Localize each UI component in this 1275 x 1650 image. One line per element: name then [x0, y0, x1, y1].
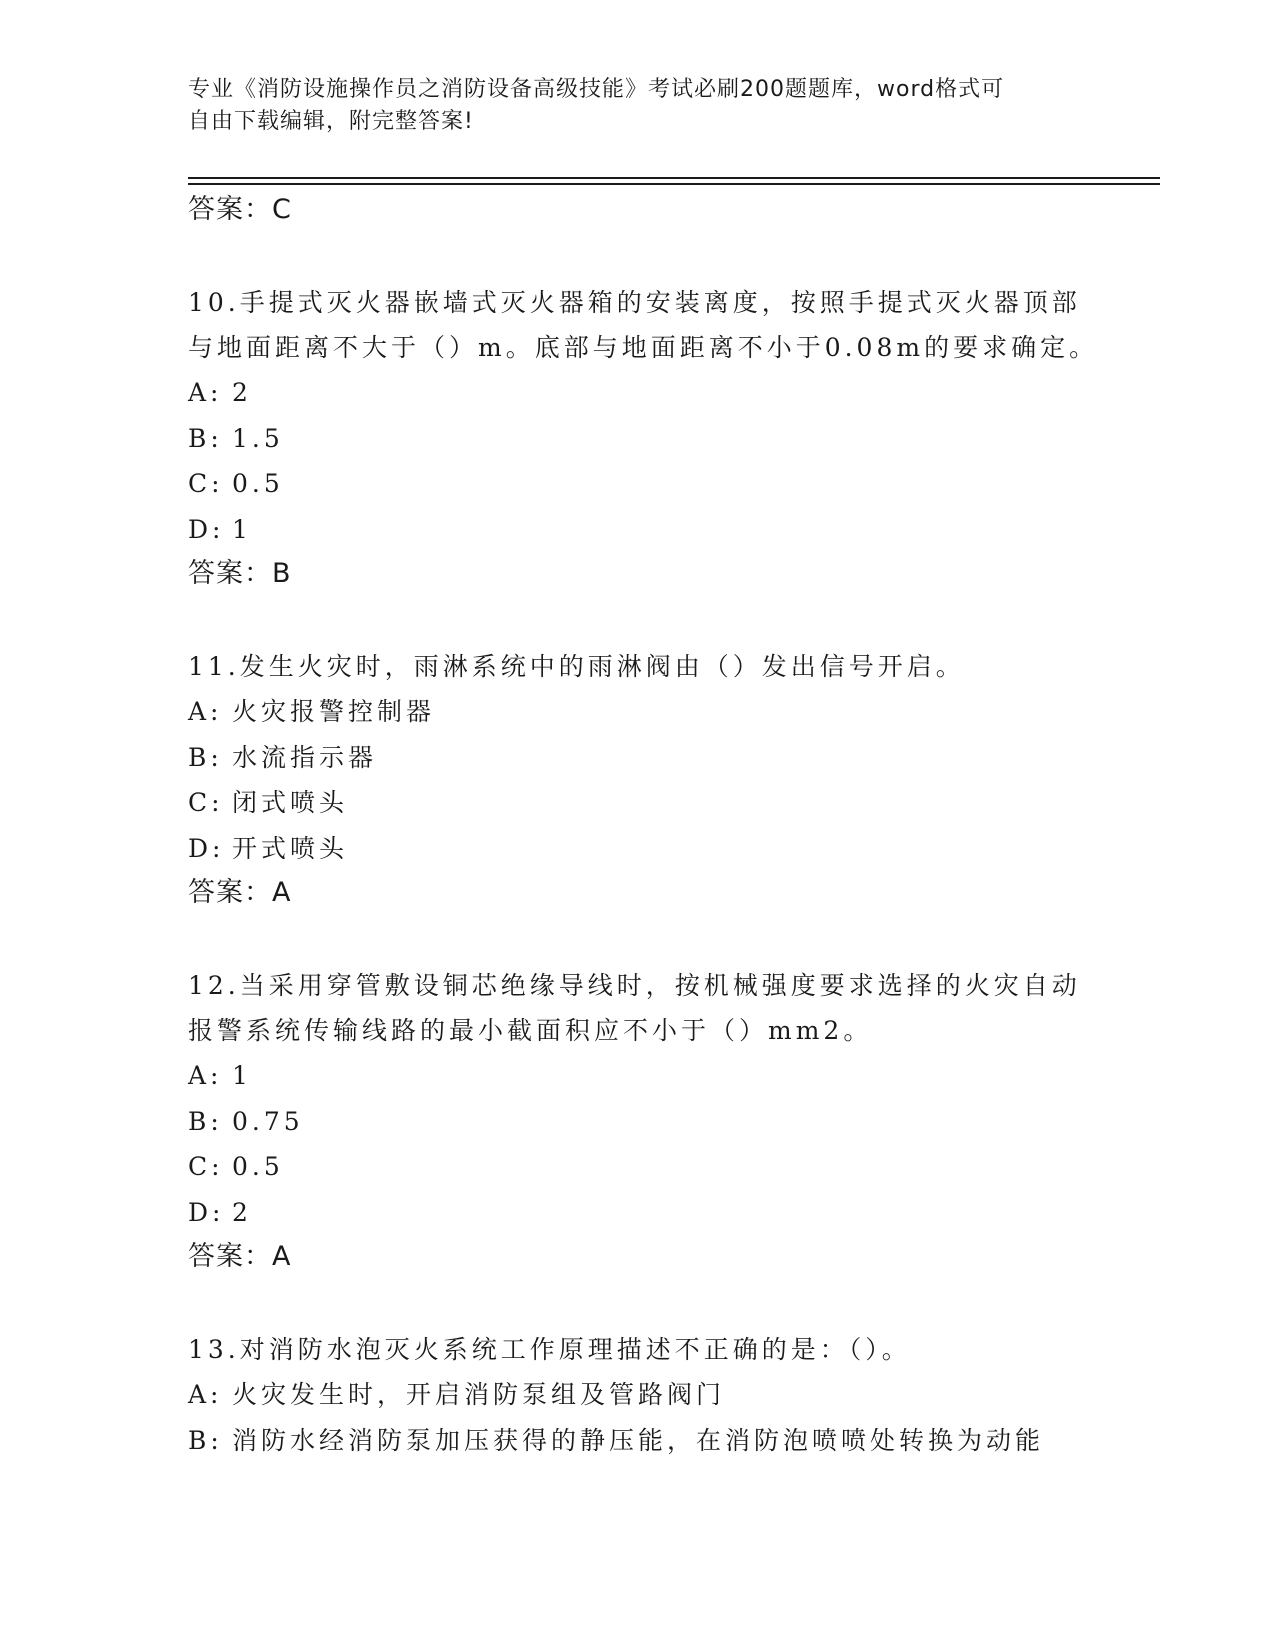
option-text: 2: [232, 378, 252, 407]
option-a: [188, 370, 1148, 416]
option-text: 火灾发生时，开启消防泵组及管路阀门: [232, 1380, 726, 1409]
option-key: A:: [188, 378, 223, 407]
option-b: [188, 735, 1148, 781]
option-text: 火灾报警控制器: [232, 697, 436, 726]
option-text: 1.5: [232, 423, 284, 453]
option-key: C:: [188, 469, 224, 498]
option-text: 1: [232, 1061, 252, 1090]
question-13: [188, 1327, 1148, 1463]
stem-line: 10.手提式灭火器嵌墙式灭火器箱的安装离度，按照手提式灭火器顶部: [188, 288, 1081, 317]
option-text: 0.5: [232, 1152, 284, 1181]
question-stem: [188, 963, 1148, 1053]
stem-line: 12.当采用穿管敷设铜芯绝缘导线时，按机械强度要求选择的火灾自动: [188, 971, 1081, 1000]
answer: 答案：A: [188, 1241, 292, 1272]
stem-line: 报警系统传输线路的最小截面积应不小于（）mm2。: [188, 1016, 873, 1045]
question-list: [188, 188, 1148, 1463]
option-key: D:: [188, 833, 225, 863]
option-key: B:: [188, 1425, 223, 1455]
option-key: A:: [188, 1061, 223, 1090]
header-divider-top: [188, 177, 1160, 179]
option-a: [188, 1053, 1148, 1099]
question-stem: [188, 644, 1148, 689]
option-c: [188, 780, 1148, 826]
option-b: [188, 1418, 1148, 1464]
option-key: A:: [188, 697, 223, 726]
option-text: 0.5: [232, 469, 284, 498]
option-key: D:: [188, 1197, 225, 1227]
option-key: C:: [188, 788, 224, 817]
option-text: 0.75: [232, 1106, 304, 1136]
header-divider-bottom: [188, 183, 1160, 185]
option-b: [188, 416, 1148, 462]
spacer: [188, 596, 1148, 644]
spacer: [188, 915, 1148, 963]
option-key: C:: [188, 1152, 224, 1181]
stem-line: 与地面距离不大于（）m。底部与地面距离不小于0.08m的要求确定。: [188, 333, 1099, 362]
option-d: [188, 1190, 1148, 1236]
option-text: 闭式喷头: [232, 788, 349, 817]
question-stem: [188, 1327, 1148, 1372]
option-a: [188, 689, 1148, 735]
spacer: [188, 232, 1148, 280]
option-key: B:: [188, 423, 223, 453]
answer: 答案：A: [188, 877, 292, 908]
stem-line: 11.发生火灾时，雨淋系统中的雨淋阀由（）发出信号开启。: [188, 652, 965, 681]
option-d: [188, 826, 1148, 872]
question-12: [188, 963, 1148, 1279]
option-c: [188, 1144, 1148, 1190]
previous-answer: 答案：C: [188, 194, 292, 225]
option-text: 消防水经消防泵加压获得的静压能，在消防泡喷喷处转换为动能: [232, 1425, 1045, 1455]
option-text: 开式喷头: [232, 833, 349, 863]
option-key: B:: [188, 742, 223, 772]
option-text: 1: [232, 514, 252, 544]
option-a: [188, 1372, 1148, 1418]
question-stem: [188, 280, 1148, 370]
document-header: [188, 74, 1088, 138]
header-line-2: 自由下载编辑，附完整答案!: [188, 109, 474, 134]
option-text: 2: [232, 1197, 252, 1227]
spacer: [188, 1279, 1148, 1327]
option-key: B:: [188, 1106, 223, 1136]
option-c: [188, 461, 1148, 507]
stem-line: 13.对消防水泡灭火系统工作原理描述不正确的是：（）。: [188, 1335, 911, 1364]
header-line-1: 专业《消防设施操作员之消防设备高级技能》考试必刷200题题库，word格式可: [188, 77, 1005, 102]
option-text: 水流指示器: [232, 742, 378, 772]
option-key: D:: [188, 514, 225, 544]
option-d: [188, 507, 1148, 553]
option-b: [188, 1099, 1148, 1145]
question-11: [188, 644, 1148, 915]
answer: 答案：B: [188, 558, 292, 589]
option-key: A:: [188, 1380, 223, 1409]
question-10: [188, 280, 1148, 596]
